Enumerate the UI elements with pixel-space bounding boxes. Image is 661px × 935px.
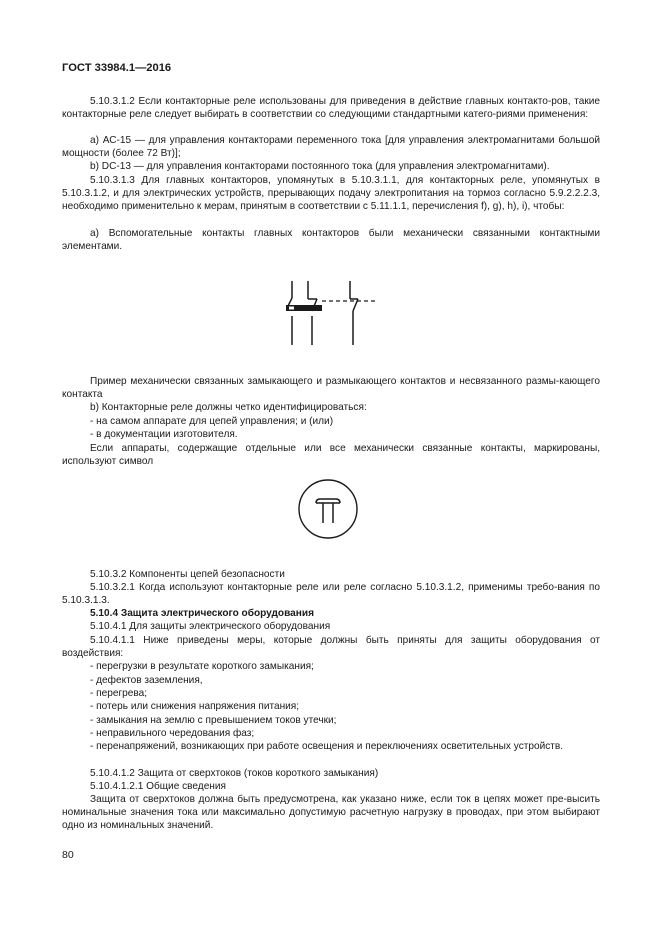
list-item: - потерь или снижения напряжения питания; (90, 701, 300, 712)
section-5-10-3-2: 5.10.3.2 Компоненты цепей безопасности (90, 569, 285, 580)
paragraph-5-10-3-2-1: 5.10.3.2.1 Когда используют контакторные реле или реле согласно 5.10.3.1.2, применимы требо-вания по 5.10.3.1.3. (62, 582, 600, 607)
paragraph-item-a-aux-contacts: a) Вспомогательные контакты главных контакторов были механически связанными контактными элементами. (62, 228, 600, 253)
figure-caption: Пример механически связанных замыкающего и размыкающего контактов и несвязанного размы-кающего контакта (62, 376, 600, 401)
paragraph-5-10-4-1-1: 5.10.4.1.1 Ниже приведены меры, которые должны быть приняты для защиты оборудования от воздействия: (62, 635, 600, 660)
paragraph-item-b-dc13: b) DC-13 — для управления контакторами постоянного тока (для управления электромагнитами). (90, 161, 550, 172)
linked-contacts-symbol (297, 478, 359, 540)
list-item: - перегрузки в результате короткого замыкания; (90, 661, 314, 672)
list-item: - дефектов заземления, (90, 675, 203, 686)
paragraph-5-10-3-1-3: 5.10.3.1.3 Для главных контакторов, упомянутых в 5.10.3.1.1, для контакторных реле, упомянутых в 5.10.3.1.2, и для электрических устройств, прерывающих подачу электропитания на тормоз согласно 5.9.2.2.2.3, необходимо применительно к мерам, принятым в соответствии с 5.11.1.1, перечисления f), g), h), i), чтобы: (62, 175, 600, 213)
list-item: - перегрева; (90, 688, 148, 699)
page-number: 80 (62, 849, 74, 861)
paragraph-5-10-3-1-2: 5.10.3.1.2 Если контакторные реле использованы для приведения в действие главных контакто-ров, такие контакторные реле следует выбирать в соответствии со следующими стандартными катего-риями применения: (62, 96, 600, 121)
list-item: - перенапряжений, возникающих при работе освещения и переключениях осветительных устройств. (90, 741, 564, 752)
paragraph-5-10-4-1: 5.10.4.1 Для защиты электрического оборудования (90, 621, 331, 632)
list-item: - замыкания на землю с превышением токов утечки; (90, 715, 337, 726)
paragraph-overcurrent-protection: Защита от сверхтоков должна быть предусмотрена, как указано ниже, если ток в цепях может пре-высить номинальные значения тока или максимально допустимую расчетную нагрузку в проводах, при этом выбирают одно из номинальных значений. (62, 794, 600, 832)
paragraph-item-a-ac15: a) АС-15 — для управления контакторами переменного тока [для управления электромагнитами большой мощности (более 72 Вт)]; (62, 135, 600, 160)
list-item: - в документации изготовителя. (90, 429, 238, 440)
paragraph-item-b-relays: b) Контакторные реле должны четко идентифицироваться: (90, 402, 367, 413)
contacts-diagram (278, 281, 380, 347)
paragraph-5-10-4-1-2-1: 5.10.4.1.2.1 Общие сведения (90, 781, 226, 792)
paragraph-symbol-intro: Если аппараты, содержащие отдельные или все механически связанные контакты, маркированы, используют символ (62, 443, 600, 468)
paragraph-5-10-4-1-2: 5.10.4.1.2 Защита от сверхтоков (токов короткого замыкания) (90, 768, 379, 779)
document-header: ГОСТ 33984.1—2016 (62, 62, 172, 74)
section-heading-5-10-4: 5.10.4 Защита электрического оборудования (90, 608, 314, 619)
list-item: - на самом аппарате для цепей управления; и (или) (90, 416, 334, 427)
list-item: - неправильного чередования фаз; (90, 728, 255, 739)
